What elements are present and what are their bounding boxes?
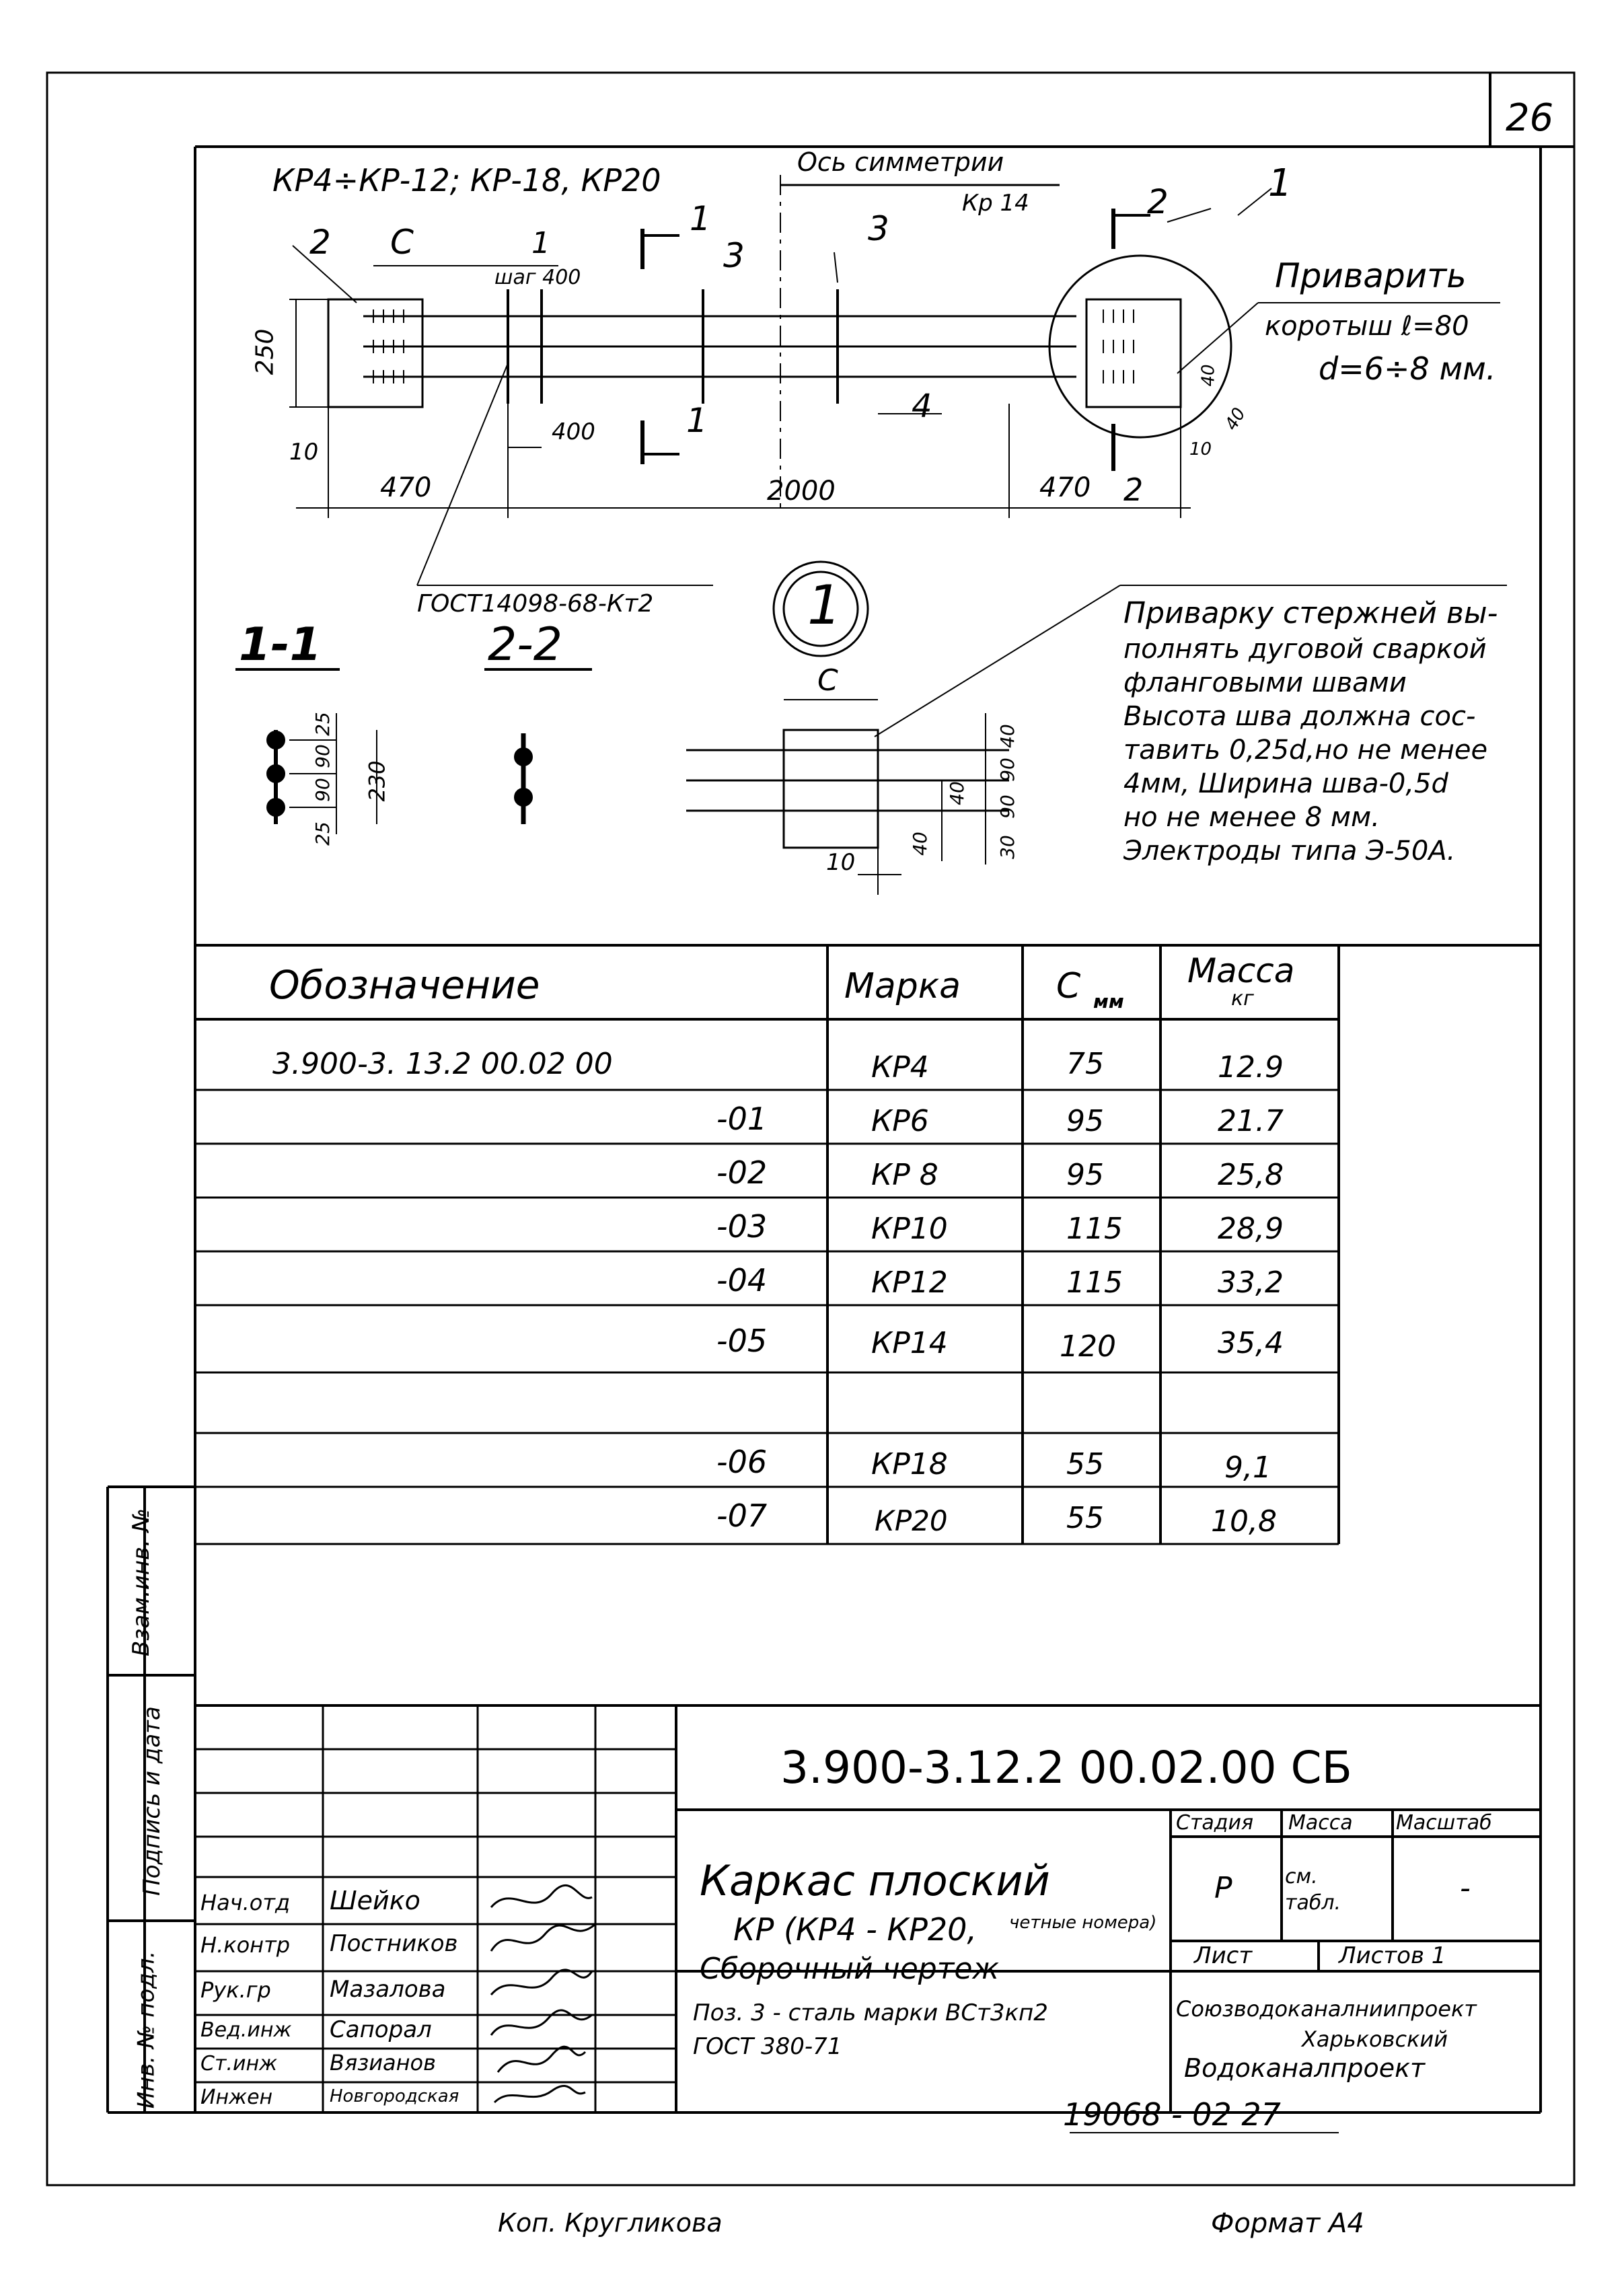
material-line-2: ГОСТ 380-71 <box>693 2033 842 2060</box>
table-cell-mark-1: КР6 <box>871 1104 929 1138</box>
table-header-designation: Обозначение <box>269 962 540 1008</box>
table-cell-c-1: 95 <box>1066 1104 1104 1138</box>
cut-2-top: 2 <box>1147 182 1169 221</box>
callout-4: 4 <box>912 388 932 425</box>
table-cell-designation-5: -05 <box>716 1323 768 1359</box>
node-c: С <box>817 663 838 698</box>
dim-10-b: 10 <box>1189 439 1212 460</box>
scale-label: Масштаб <box>1396 1811 1492 1835</box>
side-stamp-original-inv: Инв. № подл. <box>133 1950 160 2109</box>
step-label: шаг 400 <box>494 266 581 289</box>
staff-role-5: Инжен <box>200 2086 273 2109</box>
table-cell-mark-3: КР10 <box>871 1212 948 1246</box>
table-cell-mark-7: КР18 <box>871 1447 948 1481</box>
dim-10: 10 <box>289 439 319 466</box>
dim-470-right: 470 <box>1039 472 1091 503</box>
node-dim-40-c: 40 <box>908 832 931 856</box>
sec-dim-230: 230 <box>364 760 390 802</box>
marks-label: КР4÷КР-12; КР-18, КР20 <box>272 162 661 198</box>
table-cell-c-2: 95 <box>1066 1158 1104 1192</box>
note-line-2: полнять дуговой сваркой <box>1123 634 1487 665</box>
staff-name-3: Сапорал <box>330 2016 432 2043</box>
staff-role-4: Ст.инж <box>200 2052 278 2075</box>
title-line-1: Каркас плоский <box>700 1856 1050 1905</box>
side-stamp-signature-date: Подпись и дата <box>138 1706 165 1896</box>
table-cell-mass-4: 33,2 <box>1218 1265 1284 1300</box>
node-dim-40-a: 40 <box>996 724 1019 748</box>
table-cell-c-8: 55 <box>1066 1501 1104 1535</box>
mass-label: Масса <box>1288 1811 1353 1835</box>
table-cell-designation-4: -04 <box>716 1262 768 1298</box>
weld-line-1: коротыш ℓ=80 <box>1265 311 1469 342</box>
table-cell-designation-0: 3.900-3. 13.2 00.02 00 <box>272 1047 613 1081</box>
staff-name-5: Новгородская <box>330 2086 459 2106</box>
weld-line-2: d=6÷8 мм. <box>1319 351 1496 387</box>
section-1-1: 1-1 <box>239 618 322 671</box>
callout-1-right: 1 <box>1268 161 1292 205</box>
cut-2-bottom: 2 <box>1123 472 1144 508</box>
staff-role-3: Вед.инж <box>200 2018 292 2042</box>
table-cell-mass-2: 25,8 <box>1218 1158 1284 1192</box>
axis-sub-label: Кр 14 <box>962 190 1029 217</box>
table-cell-mark-5: КР14 <box>871 1326 948 1360</box>
table-cell-c-5: 120 <box>1060 1329 1116 1364</box>
callout-3a: 3 <box>723 236 745 275</box>
sec-dim-90-a: 90 <box>311 744 334 768</box>
dim-250: 250 <box>251 328 279 375</box>
staff-name-0: Шейко <box>330 1886 420 1915</box>
gost-callout: ГОСТ14098-68-Кт2 <box>417 590 654 618</box>
table-cell-designation-1: -01 <box>716 1101 768 1137</box>
table-header-c-unit: мм <box>1093 990 1124 1013</box>
note-line-7: но не менее 8 мм. <box>1123 802 1380 833</box>
title-line-3: Сборочный чертеж <box>700 1952 1000 1986</box>
staff-role-2: Рук.гр <box>200 1977 271 2003</box>
material-line-1: Поз. 3 - сталь марки ВСт3кп2 <box>693 1999 1048 2026</box>
table-cell-c-3: 115 <box>1066 1212 1123 1246</box>
table-cell-designation-7: -06 <box>716 1444 768 1480</box>
signature-marks <box>484 1877 599 2109</box>
staff-name-2: Мазалова <box>330 1976 446 2003</box>
table-cell-c-4: 115 <box>1066 1265 1123 1300</box>
table-cell-mark-0: КР4 <box>871 1050 929 1085</box>
staff-name-4: Вязианов <box>330 2050 436 2075</box>
footer-copied: Коп. Кругликова <box>498 2208 723 2238</box>
table-header-mass: Масса <box>1187 951 1295 990</box>
note-line-1: Приварку стержней вы- <box>1123 596 1498 630</box>
table-cell-mass-8: 10,8 <box>1211 1504 1277 1539</box>
dim-40-a: 40 <box>1198 364 1219 387</box>
table-cell-mass-0: 12.9 <box>1218 1050 1284 1085</box>
org-line-2: Харьковский <box>1302 2026 1448 2052</box>
node-dim-30: 30 <box>996 835 1019 859</box>
node-dim-90-b: 90 <box>996 795 1019 819</box>
table-header-mark: Марка <box>844 966 961 1006</box>
staff-name-1: Постников <box>330 1930 458 1957</box>
node-dim-10: 10 <box>826 849 856 876</box>
callout-c: С <box>390 223 414 262</box>
stage-value: Р <box>1214 1871 1232 1905</box>
note-line-4: Высота шва должна сос- <box>1123 701 1476 732</box>
note-line-3: фланговыми швами <box>1123 667 1407 698</box>
table-cell-mark-8: КР20 <box>875 1504 948 1537</box>
org-line-3: Водоканалпроект <box>1184 2053 1426 2083</box>
table-cell-mark-4: КР12 <box>871 1265 948 1300</box>
node-dim-90-a: 90 <box>996 758 1019 782</box>
staff-role-1: Н.контр <box>200 1932 291 1958</box>
note-line-6: 4мм, Ширина шва-0,5d <box>1123 768 1448 799</box>
callout-3b: 3 <box>868 209 889 248</box>
org-line-1: Союзводоканалниипроект <box>1176 1996 1477 2022</box>
dim-470-left: 470 <box>380 472 432 503</box>
table-cell-mark-2: КР 8 <box>871 1158 938 1192</box>
stage-label: Стадия <box>1176 1811 1254 1835</box>
table-cell-designation-3: -03 <box>716 1208 768 1245</box>
callout-1: 1 <box>531 226 550 260</box>
node-number: 1 <box>807 574 842 636</box>
dim-40-b: 40 <box>1221 404 1250 434</box>
note-line-8: Электроды типа Э-50А. <box>1123 836 1456 867</box>
node-dim-40-b: 40 <box>945 781 968 805</box>
footer-format: Формат А4 <box>1211 2208 1364 2239</box>
weld-title: Приварить <box>1275 256 1467 295</box>
note-line-5: тавить 0,25d,но не менее <box>1123 735 1488 766</box>
axis-label: Ось симметрии <box>797 147 1004 177</box>
side-stamp-replace-inv: Взам.инв. № <box>128 1508 155 1657</box>
callout-2: 2 <box>309 223 331 262</box>
sec-dim-25-top: 25 <box>311 712 334 736</box>
sheets-label: Листов 1 <box>1339 1942 1446 1969</box>
table-cell-designation-2: -02 <box>716 1154 768 1191</box>
dim-400: 400 <box>552 418 595 445</box>
table-cell-mass-1: 21.7 <box>1218 1104 1284 1138</box>
dim-2000: 2000 <box>767 476 836 507</box>
title-line-2b: четные номера) <box>1009 1913 1157 1933</box>
staff-role-0: Нач.отд <box>200 1890 291 1915</box>
sec-dim-90-b: 90 <box>311 778 334 802</box>
table-cell-designation-8: -07 <box>716 1498 768 1534</box>
cut-1-top: 1 <box>690 199 711 238</box>
table-header-mass-unit: кг <box>1231 987 1254 1011</box>
footer-number: 19068 - 02 27 <box>1063 2096 1281 2133</box>
sheet-number: 26 <box>1506 96 1554 140</box>
sheet-label: Лист <box>1194 1942 1253 1969</box>
table-cell-c-7: 55 <box>1066 1447 1104 1481</box>
sec-dim-25-bot: 25 <box>311 821 334 846</box>
table-cell-mass-7: 9,1 <box>1224 1450 1271 1485</box>
section-2-2: 2-2 <box>488 618 563 671</box>
mass-value: см. табл. <box>1285 1865 1341 1915</box>
table-cell-c-0: 75 <box>1066 1047 1104 1081</box>
table-header-c: С <box>1056 966 1081 1006</box>
table-cell-mass-5: 35,4 <box>1218 1326 1284 1360</box>
scale-value: - <box>1460 1871 1471 1905</box>
title-line-2: КР (КР4 - КР20, <box>733 1911 977 1948</box>
document-code: 3.900-3.12.2 00.02.00 СБ <box>780 1742 1352 1794</box>
cut-1-bottom: 1 <box>686 401 708 440</box>
table-cell-mass-3: 28,9 <box>1218 1212 1284 1246</box>
